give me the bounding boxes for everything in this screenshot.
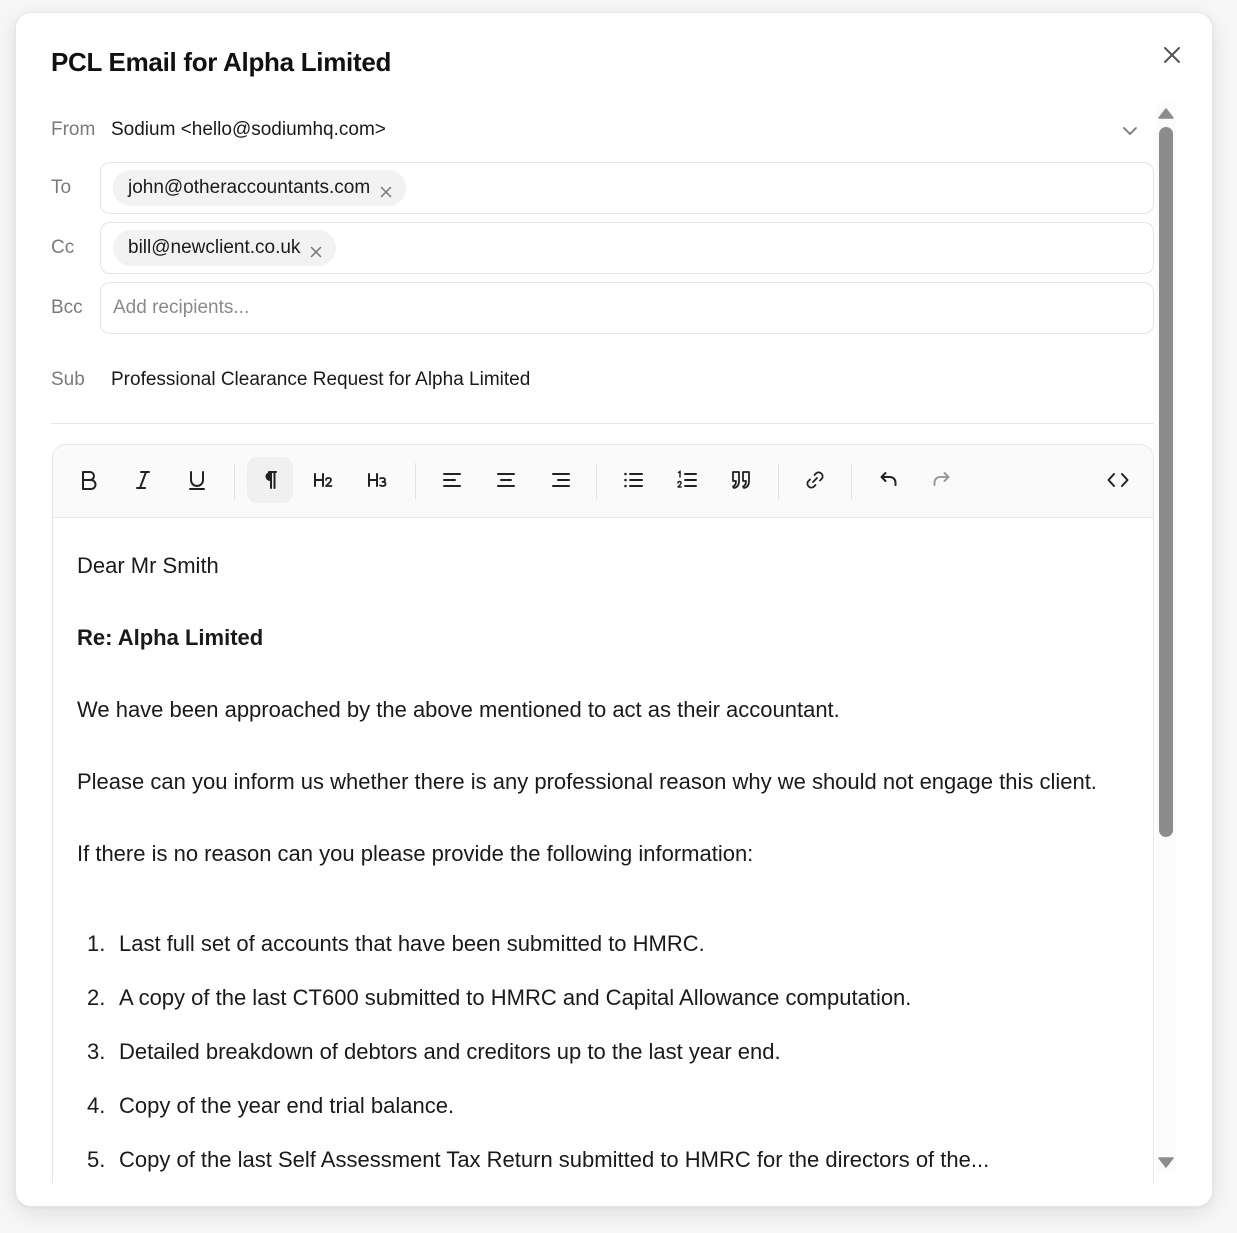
bcc-recipients-field[interactable] <box>100 282 1154 334</box>
toolbar-divider <box>234 463 235 499</box>
body-paragraph: Please can you inform us whether there is any professional reason why we should not engage this client. <box>77 769 1097 794</box>
to-recipients-field[interactable] <box>100 162 1154 214</box>
align-center-button[interactable] <box>483 457 529 503</box>
remove-recipient-button[interactable] <box>310 242 322 254</box>
scrollbar-thumb[interactable] <box>1159 127 1173 837</box>
align-left-button[interactable] <box>429 457 475 503</box>
align-right-button[interactable] <box>538 457 584 503</box>
list-item: 2. A copy of the last CT600 submitted to HMRC and Capital Allowance computation. <box>87 985 912 1010</box>
close-icon <box>1163 46 1181 64</box>
ordered-list-button[interactable] <box>664 457 710 503</box>
information-list <box>77 926 1129 1178</box>
redo-button[interactable] <box>919 457 965 503</box>
bcc-label: Bcc <box>51 297 83 318</box>
recipient-email: john@otheraccountants.com <box>128 177 371 198</box>
dialog-title: PCL Email for Alpha Limited <box>51 47 392 77</box>
heading-3-icon <box>366 469 390 491</box>
cc-label: Cc <box>51 237 75 258</box>
code-icon <box>1106 469 1130 491</box>
from-select[interactable]: Sodium <hello@sodiumhq.com> <box>111 119 386 140</box>
link-button[interactable] <box>792 457 838 503</box>
body-paragraph: We have been approached by the above mentioned to act as their accountant. <box>77 697 840 722</box>
blockquote-button[interactable] <box>718 457 764 503</box>
undo-button[interactable] <box>865 457 911 503</box>
rich-text-editor <box>52 444 1154 1183</box>
redo-icon <box>931 469 953 491</box>
quote-icon <box>729 469 753 491</box>
align-left-icon <box>441 469 463 491</box>
source-code-button[interactable] <box>1095 457 1141 503</box>
align-right-icon <box>550 469 572 491</box>
ordered-list-icon <box>676 469 698 491</box>
heading-3-button[interactable] <box>355 457 401 503</box>
toolbar-divider <box>778 463 779 499</box>
close-icon <box>310 246 322 258</box>
remove-recipient-button[interactable] <box>380 182 392 194</box>
reference-paragraph: Re: Alpha Limited <box>77 625 264 650</box>
triangle-up-icon <box>1158 108 1174 120</box>
toolbar-divider <box>415 463 416 499</box>
list-item: 3. Detailed breakdown of debtors and creditors up to the last year end. <box>87 1039 781 1064</box>
list-item: 1. Last full set of accounts that have been submitted to HMRC. <box>87 931 705 956</box>
bullet-list-button[interactable] <box>610 457 656 503</box>
vertical-scrollbar[interactable] <box>1156 103 1176 1173</box>
link-icon <box>803 468 827 492</box>
close-icon <box>380 186 392 198</box>
heading-2-icon <box>312 469 336 491</box>
recipient-chip <box>113 170 406 206</box>
from-dropdown-toggle[interactable] <box>1120 121 1140 141</box>
cc-recipients-field[interactable] <box>100 222 1154 274</box>
italic-button[interactable] <box>120 457 166 503</box>
compose-email-dialog <box>15 12 1213 1207</box>
italic-icon <box>132 469 154 491</box>
list-item: 5. Copy of the last Self Assessment Tax Return submitted to HMRC for the directors of the... <box>87 1147 990 1172</box>
bold-button[interactable] <box>66 457 112 503</box>
to-label: To <box>51 177 72 198</box>
bcc-input[interactable] <box>113 297 1153 319</box>
triangle-down-icon <box>1158 1156 1174 1168</box>
list-item: 4. Copy of the year end trial balance. <box>87 1093 455 1118</box>
heading-2-button[interactable] <box>301 457 347 503</box>
bold-icon <box>78 469 100 491</box>
underline-icon <box>186 469 208 491</box>
align-center-icon <box>495 469 517 491</box>
chevron-down-icon <box>1120 121 1140 141</box>
subject-input[interactable]: Professional Clearance Request for Alpha Limited <box>111 369 531 390</box>
compose-scroll-area <box>16 103 1213 1183</box>
bullet-list-icon <box>622 469 644 491</box>
pilcrow-icon <box>259 469 281 491</box>
greeting-paragraph: Dear Mr Smith <box>77 553 219 578</box>
email-body[interactable] <box>53 518 1153 1178</box>
subject-label: Sub <box>51 369 85 390</box>
toolbar-divider <box>851 463 852 499</box>
body-paragraph: If there is no reason can you please provide the following information: <box>77 841 754 866</box>
from-label: From <box>51 119 96 140</box>
undo-icon <box>877 469 899 491</box>
recipient-email: bill@newclient.co.uk <box>128 237 301 258</box>
toolbar-divider <box>596 463 597 499</box>
underline-button[interactable] <box>174 457 220 503</box>
recipient-chip <box>113 230 336 266</box>
scroll-up-button[interactable] <box>1158 107 1174 125</box>
close-button[interactable] <box>1160 43 1184 67</box>
paragraph-button[interactable] <box>247 457 293 503</box>
header-divider <box>51 423 1154 424</box>
editor-toolbar <box>53 445 1153 518</box>
scroll-down-button[interactable] <box>1158 1155 1174 1173</box>
